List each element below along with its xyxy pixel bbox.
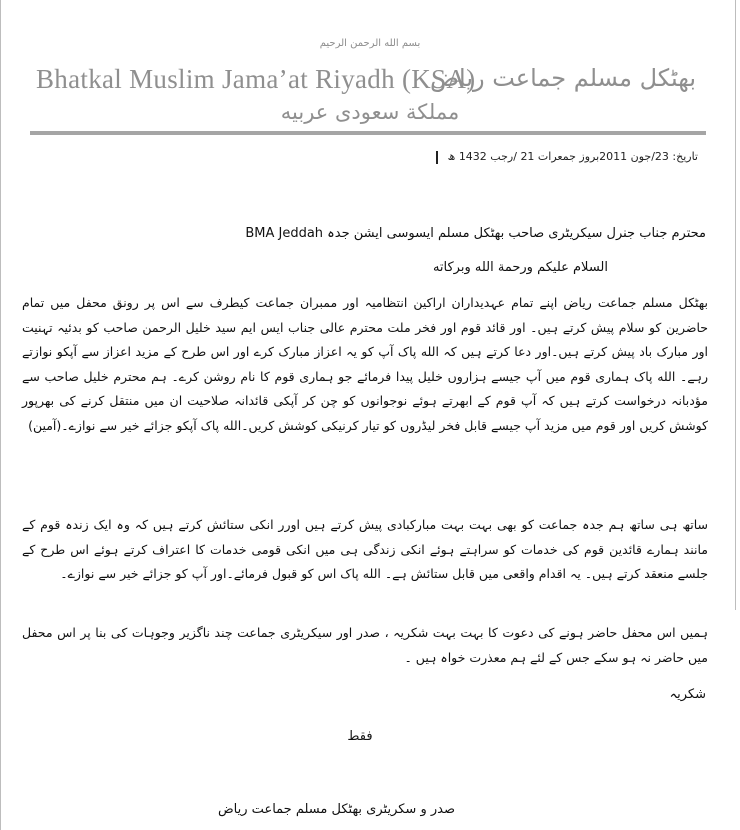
page-left-border [0, 0, 1, 830]
text-cursor [436, 151, 438, 164]
letter-paragraph: ساتھ ہی ساتھ ہم جدہ جماعت کو بھی بہت بہت مبارکبادی پیش کرتے ہیں اورر انکی ستائش کرتے ہیں کہ وہ ایک زندہ قوم کے مانند ہمارے قائدین قوم کی خدمات کو سراہتے ہوئے انکی زندگی ہی میں انکی قومی خدمات کا اعتراف کرتے ہوئے اس طرح کے جلسے منعقد کرتے ہیں۔ یہ اقدام واقعی میں قابل ستائش ہے۔ الله پاک اس کو قبول فرمائے۔اور آپ کو جزائے خیر سے نوازے۔ [22, 517, 708, 581]
letter-addressee: محترم جناب جنرل سیکریٹری صاحب بھٹکل مسلم ایسوسی ایشن جدہ BMA Jeddah [245, 226, 706, 241]
letter-paragraph: ہمیں اس محفل حاضر ہونے کی دعوت کا بہت بہت شکریہ ، صدر اور سیکریٹری جماعت چند ناگزیر وجوہات کی بنا پر اس محفل میں حاضر نہ ہو سکے جس کے لئے ہم معذرت خواہ ہیں ۔ [22, 625, 708, 665]
letter-thanks: شکریہ [669, 687, 706, 702]
letterhead-divider [30, 131, 706, 135]
letter-date: تاریخ: 23/جون 2011بروز جمعرات 21 /رجب 1432 ھ [447, 150, 698, 163]
bismillah-text: بسم الله الرحمن الرحيم [319, 38, 421, 49]
letterhead-subtitle: مملكة سعودی عربیه [280, 100, 460, 124]
letter-signature: صدر و سکریٹری بھٹکل مسلم جماعت ریاض [217, 802, 455, 817]
page-right-border [735, 0, 736, 610]
letter-paragraph: بھٹکل مسلم جماعت ریاض اپنے تمام عہدیداران اراکین انتظامیہ اور ممبران جماعت کیطرف سے اس پر رونق محفل میں تمام حاضرین کو سلام پیش کرتے ہیں۔ اور قائد قوم اور فخر ملت محترم عالی جناب ایس ایم سید خلیل الرحمن صاحب کو بدئیہ تہنیت اور مبارک باد پیش کرتے ہیں۔اور دعا کرتے ہیں کہ الله پاک آپ کو یہ اعزاز مبارک کرے اور اس طرح کے مزید اعزاز سے آپکو نوازتے رہے۔ الله پاک ہماری قوم میں آپ جیسے ہزاروں خلیل پیدا فرمائے جو ہماری قوم کا نام روشن کرے۔ ہم محترم خلیل صاحب سے مؤدبانہ درخواست کرتے ہیں کہ آپ قوم کے ابھرتے ہوئے نوجوانوں کو چن کر آپکی قائدانہ صلاحیت ان میں منتقل کرنے کی بھرپور کوشش کریں اور قوم میں مزید آپ جیسے قابل فخر لیڈروں کو تیار کرنیکی کوشش کریں۔الله پاک آپکو جزائے خیر سے نوازے۔(آمین) [22, 295, 708, 433]
letter-greeting: السلام علیکم ورحمة الله وبرکاته [432, 260, 608, 275]
letterhead-title-english: Bhatkal Muslim Jama’at Riyadh (KSA) [36, 64, 476, 94]
letter-closing: فقط [347, 729, 373, 744]
letterhead-title-urdu: بھٹکل مسلم جماعت ریاض [430, 64, 696, 92]
